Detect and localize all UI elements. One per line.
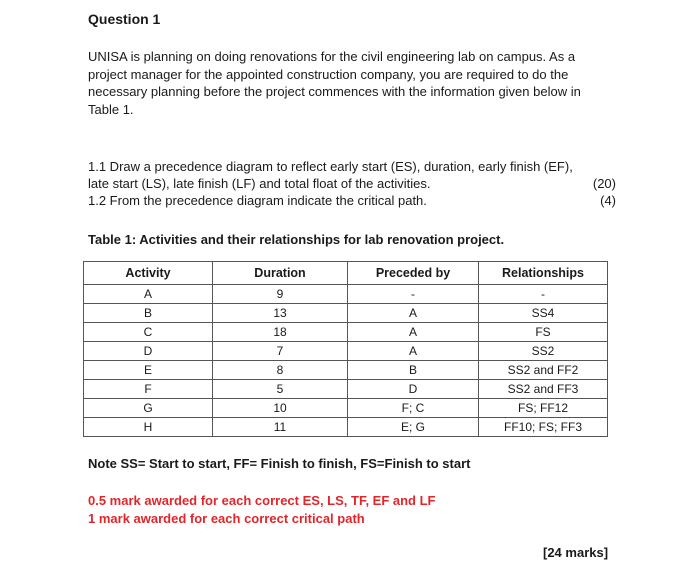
cell-preceded-by: - (348, 285, 479, 304)
task-text: 1.1 Draw a precedence diagram to reflect early start (ES), duration, early finish (EF), (88, 159, 573, 174)
cell-relationship: FS; FF12 (479, 399, 608, 418)
table-row (84, 323, 608, 342)
task-item (88, 175, 616, 192)
cell-duration: 7 (213, 342, 348, 361)
intro-line: project manager for the appointed construction company, you are required to do the (88, 66, 569, 82)
cell-activity: A (84, 285, 213, 304)
cell-preceded-by: A (348, 323, 479, 342)
task-item (88, 158, 616, 175)
total-marks: [24 marks] (543, 545, 609, 560)
cell-duration: 8 (213, 361, 348, 380)
cell-preceded-by: E; G (348, 418, 479, 437)
cell-duration: 10 (213, 399, 348, 418)
cell-preceded-by: A (348, 304, 479, 323)
table-title: Table 1: Activities and their relationships for lab renovation project. (88, 232, 505, 247)
task-text: late start (LS), late finish (LF) and total float of the activities. (88, 176, 431, 191)
intro-line: UNISA is planning on doing renovations for the civil engineering lab on campus. As a (88, 49, 576, 64)
marking-line: 1 mark awarded for each correct critical path (88, 511, 365, 526)
header-duration: Duration (213, 262, 348, 285)
table-row (84, 399, 608, 418)
cell-relationship: SS2 and FF3 (479, 380, 608, 399)
cell-activity: F (84, 380, 213, 399)
cell-preceded-by: F; C (348, 399, 479, 418)
table-row (84, 418, 608, 437)
question-title: Question 1 (88, 11, 161, 27)
cell-relationship: FS (479, 323, 608, 342)
task-text: 1.2 From the precedence diagram indicate the critical path. (88, 193, 427, 208)
marking-line: 0.5 mark awarded for each correct ES, LS, TF, EF and LF (88, 493, 436, 508)
abbreviation-note: Note SS= Start to start, FF= Finish to finish, FS=Finish to start (88, 456, 471, 471)
cell-duration: 5 (213, 380, 348, 399)
cell-relationship: FF10; FS; FF3 (479, 418, 608, 437)
intro-line: Table 1. (88, 101, 134, 117)
task-marks: (4) (600, 193, 616, 208)
header-relationships: Relationships (479, 262, 608, 285)
cell-duration: 18 (213, 323, 348, 342)
cell-activity: C (84, 323, 213, 342)
cell-preceded-by: D (348, 380, 479, 399)
cell-duration: 11 (213, 418, 348, 437)
table-row (84, 304, 608, 323)
intro-line: necessary planning before the project commences with the information given below in (88, 84, 581, 99)
task-marks: (20) (592, 176, 616, 191)
table-row (84, 361, 608, 380)
table-row (84, 380, 608, 399)
cell-activity: H (84, 418, 213, 437)
header-preceded-by: Preceded by (348, 262, 479, 285)
task-list (88, 158, 616, 209)
cell-relationship: - (479, 285, 608, 304)
question-intro (88, 48, 628, 118)
table-row (84, 342, 608, 361)
cell-activity: B (84, 304, 213, 323)
header-activity: Activity (84, 262, 213, 285)
cell-relationship: SS2 and FF2 (479, 361, 608, 380)
cell-preceded-by: B (348, 361, 479, 380)
table-header-row (84, 262, 608, 285)
cell-duration: 13 (213, 304, 348, 323)
table-row (84, 285, 608, 304)
cell-activity: G (84, 399, 213, 418)
activities-table (83, 261, 608, 437)
cell-activity: D (84, 342, 213, 361)
task-item (88, 192, 616, 209)
cell-activity: E (84, 361, 213, 380)
cell-relationship: SS2 (479, 342, 608, 361)
cell-relationship: SS4 (479, 304, 608, 323)
cell-preceded-by: A (348, 342, 479, 361)
marking-guide (88, 492, 436, 528)
cell-duration: 9 (213, 285, 348, 304)
